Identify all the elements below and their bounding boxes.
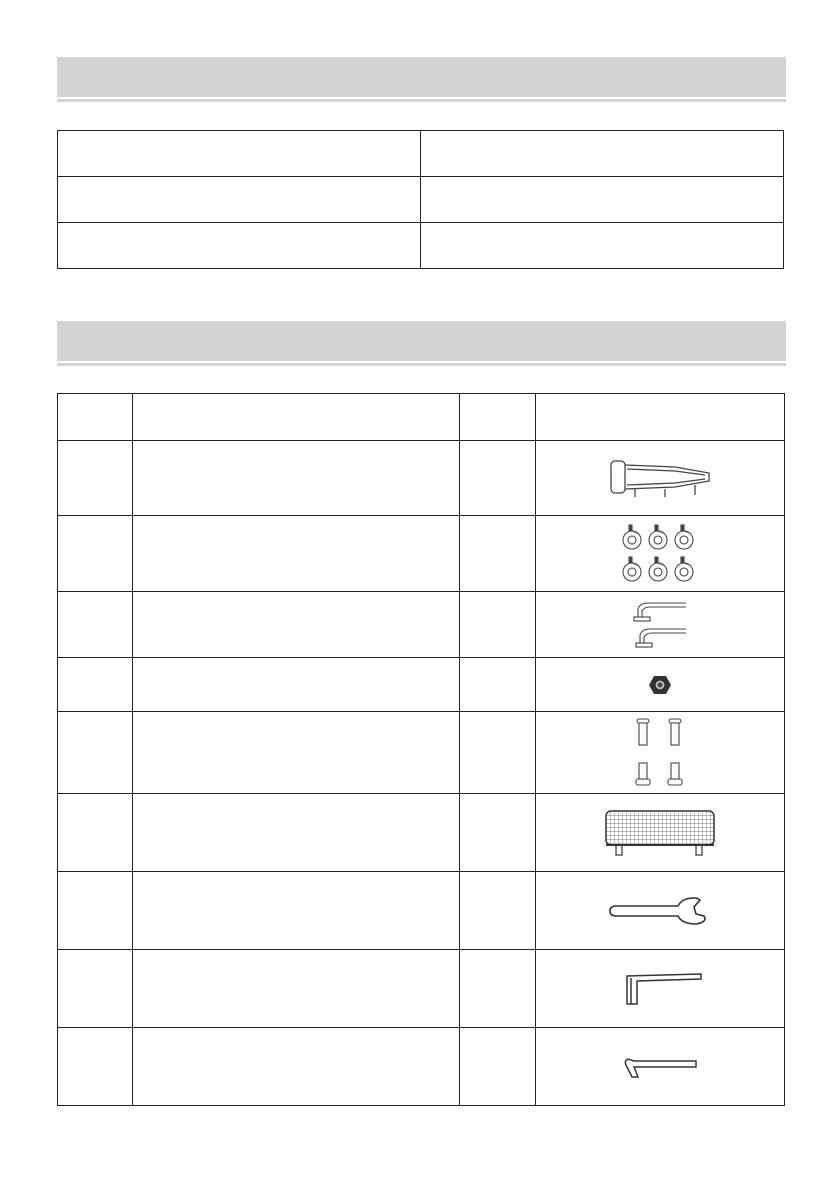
part-no xyxy=(58,441,133,516)
part-no xyxy=(58,950,133,1028)
part-name xyxy=(133,516,460,592)
part-name xyxy=(133,794,460,872)
part-no xyxy=(58,658,133,712)
header-name xyxy=(133,394,460,441)
large-hex-key-icon xyxy=(617,970,703,1008)
table-row xyxy=(58,516,785,592)
part-qty xyxy=(460,712,536,794)
part-name xyxy=(133,950,460,1028)
table-row xyxy=(58,441,785,516)
table-header-row xyxy=(58,394,785,441)
wrench-icon xyxy=(608,896,712,926)
section-rule-1 xyxy=(57,99,786,102)
table-row xyxy=(58,950,785,1028)
part-qty xyxy=(460,950,536,1028)
spec-value xyxy=(421,131,784,177)
part-no xyxy=(58,794,133,872)
part-no xyxy=(58,516,133,592)
table-row xyxy=(58,712,785,794)
mesh-basket-icon xyxy=(602,807,718,859)
part-no xyxy=(58,712,133,794)
spec-value xyxy=(421,223,784,269)
header-no xyxy=(58,394,133,441)
table-row xyxy=(58,1028,785,1106)
part-qty xyxy=(460,658,536,712)
part-qty xyxy=(460,516,536,592)
header-picture xyxy=(536,394,785,441)
table-row xyxy=(58,592,785,658)
part-no xyxy=(58,1028,133,1106)
part-name xyxy=(133,712,460,794)
part-qty xyxy=(460,592,536,658)
section-rule-2 xyxy=(57,363,786,366)
support-rod-icon xyxy=(630,599,690,651)
section-header-2 xyxy=(57,321,786,361)
part-name xyxy=(133,872,460,950)
section-header-1 xyxy=(57,57,786,97)
part-qty xyxy=(460,872,536,950)
part-name xyxy=(133,1028,460,1106)
table-row xyxy=(58,794,785,872)
table-row xyxy=(58,177,784,223)
spec-label xyxy=(58,131,421,177)
caster-wheels-icon xyxy=(620,523,700,585)
part-name xyxy=(133,441,460,516)
part-no xyxy=(58,872,133,950)
spec-label xyxy=(58,223,421,269)
part-name xyxy=(133,592,460,658)
parts-table xyxy=(57,393,785,1106)
part-no xyxy=(58,592,133,658)
table-row xyxy=(58,223,784,269)
bolt-icon xyxy=(630,717,690,789)
header-qty xyxy=(460,394,536,441)
table-row xyxy=(58,872,785,950)
spec-value xyxy=(421,177,784,223)
small-hex-key-icon xyxy=(620,1053,700,1081)
table-row xyxy=(58,131,784,177)
part-qty xyxy=(460,1028,536,1106)
part-qty xyxy=(460,441,536,516)
frame-icon xyxy=(605,455,715,501)
spec-label xyxy=(58,177,421,223)
spec-table xyxy=(57,130,784,269)
part-qty xyxy=(460,794,536,872)
nut-icon xyxy=(648,674,672,696)
table-row xyxy=(58,658,785,712)
part-name xyxy=(133,658,460,712)
